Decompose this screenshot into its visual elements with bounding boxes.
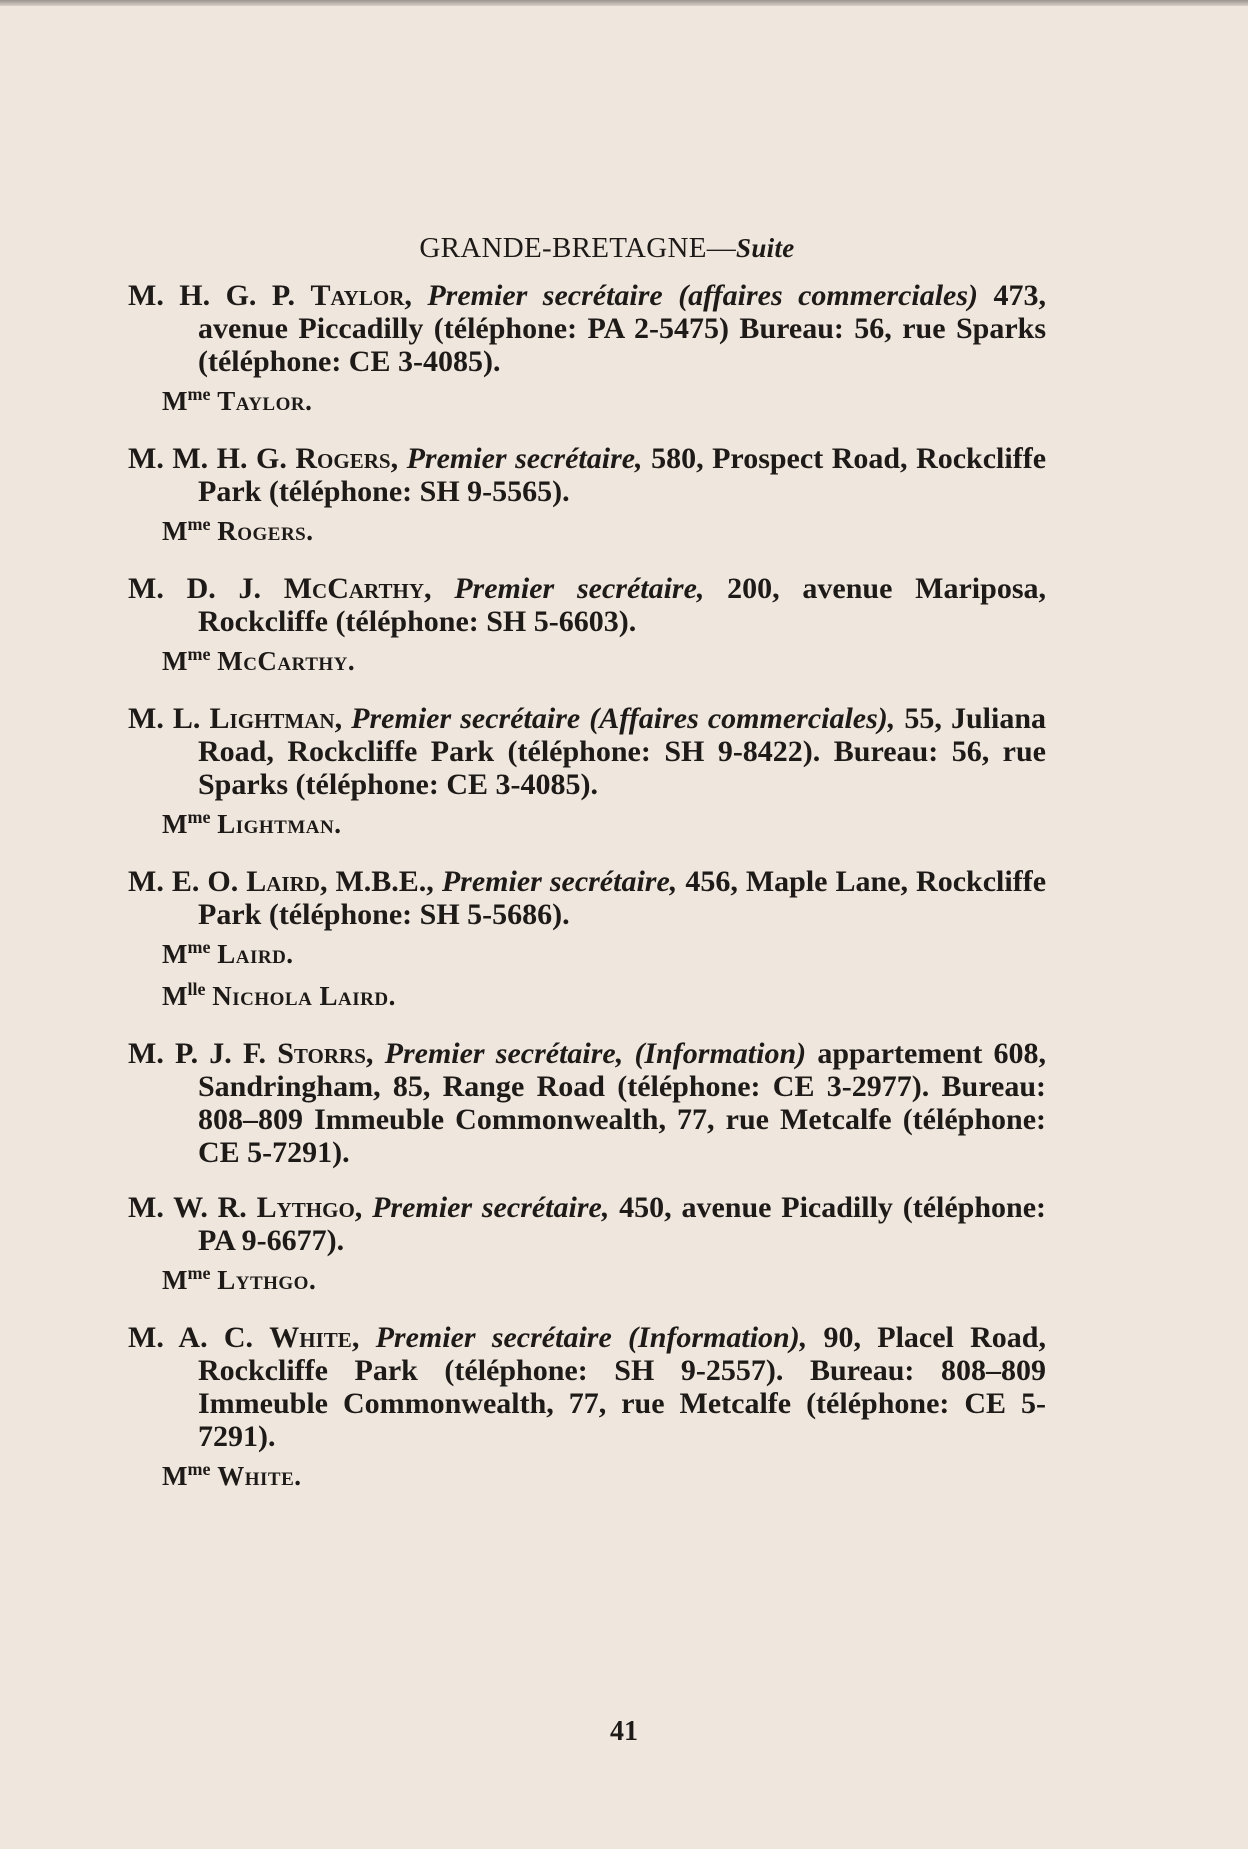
entry-main-text (128, 1321, 1046, 1453)
page-number: 41 (610, 1716, 638, 1747)
entry-surname: White (269, 1321, 352, 1354)
entry-separator: , (390, 442, 407, 475)
entry-prefix: M. A. C. (128, 1321, 254, 1354)
entry-separator: , (351, 1321, 376, 1354)
entry-household-member (128, 1261, 1046, 1299)
honorific-superscript: lle (187, 979, 206, 999)
entry-surname: McCarthy (283, 572, 424, 605)
entry-title: Premier secrétaire, (441, 865, 678, 898)
entry-title: Premier secrétaire (Affaires commerciales), (351, 702, 896, 735)
entry-title: Premier secrétaire (affaires commerciales) (427, 279, 979, 312)
entry-household-member (128, 935, 1046, 973)
entry-address: 456, Maple Lane, Rockcliffe Park (téléphone: SH 5-5686). (198, 865, 1047, 931)
directory-entry (128, 1037, 1046, 1169)
entry-main-text (128, 442, 1046, 508)
honorific: M (162, 386, 188, 416)
entry-separator: , (354, 1191, 373, 1224)
entry-address: 90, Placel Road, Rockcliffe Park (téléphone: SH 9-2557). Bureau: 808–809 Immeuble Commonwealth, 77, rue Metcalfe (téléphone: CE 5-7291). (198, 1321, 1046, 1453)
honorific: M (162, 809, 188, 839)
household-member-name: Laird. (217, 939, 294, 969)
household-member-name: McCarthy. (217, 646, 356, 676)
entry-address: appartement 608, Sandringham, 85, Range Road (téléphone: CE 3-2977). Bureau: 808–809 Immeuble Commonwealth, 77, rue Metcalfe (téléphone: CE 5-7291). (198, 1037, 1046, 1169)
entry-separator: , (365, 1037, 385, 1070)
page-top-edge (0, 0, 1248, 6)
household-member-name: Taylor. (217, 386, 313, 416)
directory-entry (128, 702, 1046, 843)
entry-separator: , (334, 702, 352, 735)
directory-entry (128, 1191, 1046, 1299)
directory-entry (128, 572, 1046, 680)
running-head (128, 232, 1046, 265)
honorific-superscript: me (187, 514, 211, 534)
entry-surname: Laird (246, 865, 320, 898)
entry-title: Premier secrétaire, (Information) (384, 1037, 807, 1070)
directory-entry (128, 279, 1046, 420)
entry-main-text (128, 702, 1046, 801)
directory-entry (128, 1321, 1046, 1495)
honorific: M (162, 646, 188, 676)
entry-prefix: M. H. G. P. (128, 279, 295, 312)
entry-prefix: M. M. H. G. (128, 442, 287, 475)
entry-main-text (128, 865, 1046, 931)
entry-main-text (128, 1191, 1046, 1257)
household-member-name: Rogers. (217, 516, 314, 546)
entry-title: Premier secrétaire, (454, 572, 705, 605)
entry-title: Premier secrétaire, (372, 1191, 610, 1224)
entry-main-text (128, 572, 1046, 638)
entry-list (128, 279, 1046, 1495)
directory-entry (128, 865, 1046, 1015)
honorific-superscript: me (187, 644, 211, 664)
household-member-name: Nichola Laird. (212, 981, 396, 1011)
entry-address: 200, avenue Mariposa, Rockcliffe (téléphone: SH 5-6603). (198, 572, 1046, 638)
entry-separator: , (404, 279, 428, 312)
entry-main-text (128, 279, 1046, 378)
household-member-name: Lightman. (217, 809, 342, 839)
honorific-superscript: me (187, 1459, 211, 1479)
directory-page (128, 232, 1046, 1517)
entry-surname: Storrs (277, 1037, 366, 1070)
entry-address: 473, avenue Piccadilly (téléphone: PA 2-5475) Bureau: 56, rue Sparks (téléphone: CE 3-4085). (198, 279, 1046, 378)
entry-address: 55, Juliana Road, Rockcliffe Park (téléphone: SH 9-8422). Bureau: 56, rue Sparks (téléphone: CE 3-4085). (198, 702, 1047, 801)
running-head-title: GRANDE-BRETAGNE— (419, 232, 737, 264)
entry-address: 450, avenue Picadilly (téléphone: PA 9-6677). (198, 1191, 1047, 1257)
entry-household-member (128, 382, 1046, 420)
entry-household-member (128, 977, 1046, 1015)
entry-surname: Taylor (310, 279, 405, 312)
entry-title: Premier secrétaire, (406, 442, 643, 475)
honorific: M (162, 1265, 188, 1295)
entry-prefix: M. E. O. (128, 865, 239, 898)
honorific-superscript: me (187, 807, 211, 827)
entry-title: Premier secrétaire (Information), (375, 1321, 808, 1354)
directory-entry (128, 442, 1046, 550)
running-head-suffix: Suite (736, 233, 795, 263)
entry-prefix: M. D. J. (128, 572, 261, 605)
honorific: M (162, 981, 188, 1011)
honorific: M (162, 1461, 188, 1491)
honorific-superscript: me (187, 1263, 211, 1283)
entry-household-member (128, 512, 1046, 550)
entry-surname: Lythgo (256, 1191, 355, 1224)
entry-household-member (128, 805, 1046, 843)
honorific: M (162, 939, 188, 969)
entry-address: 580, Prospect Road, Rockcliffe Park (téléphone: SH 9-5565). (198, 442, 1047, 508)
honorific-superscript: me (187, 937, 211, 957)
household-member-name: Lythgo. (217, 1265, 317, 1295)
entry-surname: Lightman (209, 702, 335, 735)
entry-separator: , M.B.E., (319, 865, 442, 898)
entry-prefix: M. P. J. F. (128, 1037, 267, 1070)
honorific: M (162, 516, 188, 546)
entry-household-member (128, 642, 1046, 680)
entry-surname: Rogers (295, 442, 391, 475)
honorific-superscript: me (187, 384, 211, 404)
household-member-name: White. (217, 1461, 302, 1491)
entry-household-member (128, 1457, 1046, 1495)
entry-prefix: M. L. (128, 702, 201, 735)
entry-separator: , (423, 572, 455, 605)
entry-main-text (128, 1037, 1046, 1169)
entry-prefix: M. W. R. (128, 1191, 247, 1224)
